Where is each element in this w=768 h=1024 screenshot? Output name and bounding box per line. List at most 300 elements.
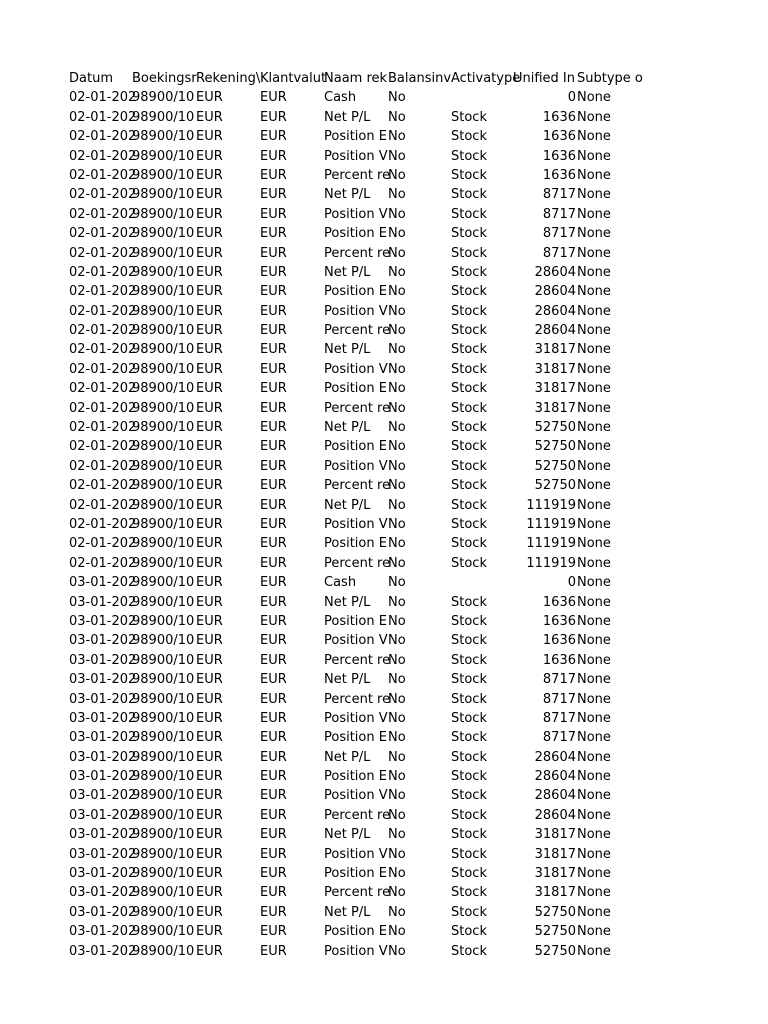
cell-rekening: EUR bbox=[196, 788, 223, 804]
cell-boekingsnummer: 98900/10 bbox=[132, 400, 195, 416]
cell-unified-instrument: 31817 bbox=[534, 400, 576, 416]
cell-subtype: None bbox=[577, 827, 611, 843]
cell-klantvaluta: EUR bbox=[260, 381, 287, 397]
cell-boekingsnummer: 98900/10 bbox=[132, 555, 195, 571]
cell-subtype: None bbox=[577, 594, 611, 610]
cell-naam-rekening: Position E bbox=[324, 613, 387, 629]
cell-subtype: None bbox=[577, 710, 611, 726]
cell-klantvaluta: EUR bbox=[260, 652, 287, 668]
cell-klantvaluta: EUR bbox=[260, 226, 287, 242]
cell-rekening: EUR bbox=[196, 129, 223, 145]
cell-rekening: EUR bbox=[196, 323, 223, 339]
cell-datum: 03-01-202 bbox=[69, 846, 137, 862]
cell-unified-instrument: 1636 bbox=[542, 167, 576, 183]
table-row bbox=[0, 767, 768, 786]
cell-rekening: EUR bbox=[196, 226, 223, 242]
cell-naam-rekening: Percent re bbox=[324, 885, 391, 901]
cell-boekingsnummer: 98900/10 bbox=[132, 904, 195, 920]
cell-unified-instrument: 52750 bbox=[534, 420, 576, 436]
cell-subtype: None bbox=[577, 264, 611, 280]
cell-naam-rekening: Percent re bbox=[324, 167, 391, 183]
cell-activatype: Stock bbox=[451, 381, 487, 397]
cell-subtype: None bbox=[577, 361, 611, 377]
cell-datum: 02-01-202 bbox=[69, 167, 137, 183]
cell-boekingsnummer: 98900/10 bbox=[132, 613, 195, 629]
cell-activatype: Stock bbox=[451, 827, 487, 843]
cell-datum: 03-01-202 bbox=[69, 672, 137, 688]
table-row bbox=[0, 786, 768, 805]
cell-naam-rekening: Position V bbox=[324, 846, 388, 862]
cell-unified-instrument: 52750 bbox=[534, 458, 576, 474]
cell-datum: 03-01-202 bbox=[69, 866, 137, 882]
cell-rekening: EUR bbox=[196, 575, 223, 591]
cell-rekening: EUR bbox=[196, 613, 223, 629]
cell-rekening: EUR bbox=[196, 284, 223, 300]
cell-subtype: None bbox=[577, 303, 611, 319]
cell-klantvaluta: EUR bbox=[260, 807, 287, 823]
cell-boekingsnummer: 98900/10 bbox=[132, 381, 195, 397]
cell-datum: 02-01-202 bbox=[69, 264, 137, 280]
cell-datum: 03-01-202 bbox=[69, 710, 137, 726]
cell-rekening: EUR bbox=[196, 652, 223, 668]
cell-unified-instrument: 31817 bbox=[534, 827, 576, 843]
cell-subtype: None bbox=[577, 400, 611, 416]
cell-klantvaluta: EUR bbox=[260, 846, 287, 862]
cell-klantvaluta: EUR bbox=[260, 245, 287, 261]
cell-naam-rekening: Net P/L bbox=[324, 749, 371, 765]
header-cell-subtype: Subtype o bbox=[577, 71, 643, 86]
cell-naam-rekening: Cash bbox=[324, 90, 357, 106]
cell-klantvaluta: EUR bbox=[260, 323, 287, 339]
cell-balansinvloed: No bbox=[388, 361, 406, 377]
spreadsheet-table bbox=[0, 69, 768, 961]
cell-boekingsnummer: 98900/10 bbox=[132, 710, 195, 726]
cell-rekening: EUR bbox=[196, 206, 223, 222]
cell-klantvaluta: EUR bbox=[260, 904, 287, 920]
cell-naam-rekening: Net P/L bbox=[324, 827, 371, 843]
cell-unified-instrument: 28604 bbox=[534, 749, 576, 765]
cell-balansinvloed: No bbox=[388, 187, 406, 203]
cell-balansinvloed: No bbox=[388, 866, 406, 882]
cell-rekening: EUR bbox=[196, 710, 223, 726]
cell-subtype: None bbox=[577, 458, 611, 474]
cell-naam-rekening: Net P/L bbox=[324, 672, 371, 688]
cell-unified-instrument: 111919 bbox=[526, 516, 576, 532]
cell-subtype: None bbox=[577, 788, 611, 804]
cell-activatype: Stock bbox=[451, 788, 487, 804]
table-row bbox=[0, 340, 768, 359]
cell-balansinvloed: No bbox=[388, 458, 406, 474]
cell-subtype: None bbox=[577, 633, 611, 649]
cell-activatype: Stock bbox=[451, 226, 487, 242]
cell-subtype: None bbox=[577, 769, 611, 785]
table-row bbox=[0, 418, 768, 437]
cell-activatype: Stock bbox=[451, 420, 487, 436]
cell-unified-instrument: 31817 bbox=[534, 381, 576, 397]
cell-naam-rekening: Percent re bbox=[324, 478, 391, 494]
cell-unified-instrument: 111919 bbox=[526, 536, 576, 552]
cell-balansinvloed: No bbox=[388, 924, 406, 940]
cell-datum: 02-01-202 bbox=[69, 109, 137, 125]
cell-boekingsnummer: 98900/10 bbox=[132, 536, 195, 552]
cell-rekening: EUR bbox=[196, 400, 223, 416]
cell-datum: 03-01-202 bbox=[69, 769, 137, 785]
table-row bbox=[0, 360, 768, 379]
cell-boekingsnummer: 98900/10 bbox=[132, 148, 195, 164]
cell-datum: 03-01-202 bbox=[69, 691, 137, 707]
cell-unified-instrument: 52750 bbox=[534, 439, 576, 455]
cell-boekingsnummer: 98900/10 bbox=[132, 807, 195, 823]
cell-balansinvloed: No bbox=[388, 536, 406, 552]
cell-klantvaluta: EUR bbox=[260, 497, 287, 513]
cell-subtype: None bbox=[577, 904, 611, 920]
cell-rekening: EUR bbox=[196, 672, 223, 688]
cell-balansinvloed: No bbox=[388, 148, 406, 164]
cell-naam-rekening: Net P/L bbox=[324, 420, 371, 436]
cell-activatype: Stock bbox=[451, 710, 487, 726]
cell-subtype: None bbox=[577, 691, 611, 707]
cell-naam-rekening: Percent re bbox=[324, 400, 391, 416]
cell-rekening: EUR bbox=[196, 633, 223, 649]
cell-subtype: None bbox=[577, 206, 611, 222]
header-row bbox=[0, 69, 768, 88]
cell-datum: 02-01-202 bbox=[69, 303, 137, 319]
cell-naam-rekening: Net P/L bbox=[324, 187, 371, 203]
cell-naam-rekening: Position V bbox=[324, 303, 388, 319]
table-row bbox=[0, 825, 768, 844]
cell-rekening: EUR bbox=[196, 342, 223, 358]
cell-datum: 02-01-202 bbox=[69, 361, 137, 377]
cell-datum: 03-01-202 bbox=[69, 613, 137, 629]
cell-activatype: Stock bbox=[451, 730, 487, 746]
cell-boekingsnummer: 98900/10 bbox=[132, 167, 195, 183]
cell-unified-instrument: 52750 bbox=[534, 904, 576, 920]
cell-subtype: None bbox=[577, 497, 611, 513]
header-cell-activatype: Activatypе bbox=[451, 71, 521, 86]
cell-klantvaluta: EUR bbox=[260, 303, 287, 319]
cell-balansinvloed: No bbox=[388, 284, 406, 300]
cell-activatype: Stock bbox=[451, 284, 487, 300]
cell-boekingsnummer: 98900/10 bbox=[132, 749, 195, 765]
cell-unified-instrument: 31817 bbox=[534, 361, 576, 377]
cell-subtype: None bbox=[577, 846, 611, 862]
table-row bbox=[0, 244, 768, 263]
cell-boekingsnummer: 98900/10 bbox=[132, 206, 195, 222]
cell-klantvaluta: EUR bbox=[260, 749, 287, 765]
cell-datum: 02-01-202 bbox=[69, 555, 137, 571]
cell-activatype: Stock bbox=[451, 400, 487, 416]
table-row bbox=[0, 942, 768, 961]
table-row bbox=[0, 845, 768, 864]
cell-boekingsnummer: 98900/10 bbox=[132, 769, 195, 785]
cell-activatype: Stock bbox=[451, 633, 487, 649]
cell-naam-rekening: Net P/L bbox=[324, 264, 371, 280]
cell-subtype: None bbox=[577, 167, 611, 183]
cell-datum: 02-01-202 bbox=[69, 206, 137, 222]
cell-activatype: Stock bbox=[451, 148, 487, 164]
table-row bbox=[0, 864, 768, 883]
cell-datum: 02-01-202 bbox=[69, 187, 137, 203]
cell-datum: 03-01-202 bbox=[69, 594, 137, 610]
cell-activatype: Stock bbox=[451, 245, 487, 261]
table-row bbox=[0, 185, 768, 204]
header-cell-klantvaluta: Klantvalut bbox=[260, 71, 327, 86]
cell-subtype: None bbox=[577, 420, 611, 436]
table-row bbox=[0, 166, 768, 185]
cell-balansinvloed: No bbox=[388, 342, 406, 358]
header-cell-balansinvloed: Balansinv bbox=[388, 71, 452, 86]
table-row bbox=[0, 147, 768, 166]
cell-unified-instrument: 28604 bbox=[534, 264, 576, 280]
cell-activatype: Stock bbox=[451, 807, 487, 823]
cell-naam-rekening: Net P/L bbox=[324, 904, 371, 920]
cell-boekingsnummer: 98900/10 bbox=[132, 439, 195, 455]
cell-naam-rekening: Position E bbox=[324, 129, 387, 145]
cell-naam-rekening: Position E bbox=[324, 866, 387, 882]
cell-unified-instrument: 28604 bbox=[534, 284, 576, 300]
cell-activatype: Stock bbox=[451, 129, 487, 145]
cell-unified-instrument: 8717 bbox=[542, 672, 576, 688]
cell-balansinvloed: No bbox=[388, 381, 406, 397]
table-row bbox=[0, 554, 768, 573]
cell-datum: 02-01-202 bbox=[69, 226, 137, 242]
cell-naam-rekening: Net P/L bbox=[324, 342, 371, 358]
cell-activatype: Stock bbox=[451, 904, 487, 920]
cell-boekingsnummer: 98900/10 bbox=[132, 924, 195, 940]
cell-boekingsnummer: 98900/10 bbox=[132, 575, 195, 591]
cell-naam-rekening: Position V bbox=[324, 633, 388, 649]
cell-boekingsnummer: 98900/10 bbox=[132, 361, 195, 377]
cell-naam-rekening: Position V bbox=[324, 788, 388, 804]
cell-subtype: None bbox=[577, 516, 611, 532]
header-cell-rekening: Rekening\ bbox=[196, 71, 261, 86]
cell-naam-rekening: Position V bbox=[324, 458, 388, 474]
cell-datum: 03-01-202 bbox=[69, 943, 137, 959]
cell-subtype: None bbox=[577, 943, 611, 959]
cell-subtype: None bbox=[577, 652, 611, 668]
cell-activatype: Stock bbox=[451, 769, 487, 785]
table-row bbox=[0, 437, 768, 456]
cell-rekening: EUR bbox=[196, 420, 223, 436]
cell-boekingsnummer: 98900/10 bbox=[132, 827, 195, 843]
cell-klantvaluta: EUR bbox=[260, 730, 287, 746]
cell-klantvaluta: EUR bbox=[260, 885, 287, 901]
cell-unified-instrument: 8717 bbox=[542, 206, 576, 222]
table-row bbox=[0, 670, 768, 689]
cell-datum: 02-01-202 bbox=[69, 90, 137, 106]
cell-balansinvloed: No bbox=[388, 594, 406, 610]
cell-balansinvloed: No bbox=[388, 730, 406, 746]
cell-boekingsnummer: 98900/10 bbox=[132, 594, 195, 610]
cell-balansinvloed: No bbox=[388, 109, 406, 125]
cell-boekingsnummer: 98900/10 bbox=[132, 943, 195, 959]
table-row bbox=[0, 883, 768, 902]
cell-datum: 02-01-202 bbox=[69, 478, 137, 494]
cell-activatype: Stock bbox=[451, 303, 487, 319]
table-row bbox=[0, 282, 768, 301]
cell-klantvaluta: EUR bbox=[260, 167, 287, 183]
cell-unified-instrument: 28604 bbox=[534, 769, 576, 785]
cell-subtype: None bbox=[577, 109, 611, 125]
cell-boekingsnummer: 98900/10 bbox=[132, 458, 195, 474]
cell-activatype: Stock bbox=[451, 613, 487, 629]
cell-datum: 03-01-202 bbox=[69, 904, 137, 920]
cell-datum: 02-01-202 bbox=[69, 536, 137, 552]
cell-balansinvloed: No bbox=[388, 90, 406, 106]
cell-datum: 02-01-202 bbox=[69, 420, 137, 436]
cell-klantvaluta: EUR bbox=[260, 264, 287, 280]
cell-datum: 03-01-202 bbox=[69, 633, 137, 649]
cell-rekening: EUR bbox=[196, 478, 223, 494]
cell-rekening: EUR bbox=[196, 749, 223, 765]
table-row bbox=[0, 457, 768, 476]
cell-naam-rekening: Position E bbox=[324, 730, 387, 746]
cell-subtype: None bbox=[577, 187, 611, 203]
cell-boekingsnummer: 98900/10 bbox=[132, 226, 195, 242]
table-row bbox=[0, 399, 768, 418]
cell-unified-instrument: 52750 bbox=[534, 478, 576, 494]
cell-datum: 02-01-202 bbox=[69, 458, 137, 474]
cell-unified-instrument: 0 bbox=[567, 575, 576, 591]
cell-balansinvloed: No bbox=[388, 400, 406, 416]
cell-naam-rekening: Percent re bbox=[324, 245, 391, 261]
cell-boekingsnummer: 98900/10 bbox=[132, 846, 195, 862]
cell-activatype bbox=[451, 88, 513, 107]
cell-unified-instrument: 1636 bbox=[542, 633, 576, 649]
cell-klantvaluta: EUR bbox=[260, 439, 287, 455]
cell-klantvaluta: EUR bbox=[260, 691, 287, 707]
cell-balansinvloed: No bbox=[388, 555, 406, 571]
cell-klantvaluta: EUR bbox=[260, 361, 287, 377]
cell-activatype: Stock bbox=[451, 497, 487, 513]
cell-balansinvloed: No bbox=[388, 206, 406, 222]
cell-naam-rekening: Position V bbox=[324, 516, 388, 532]
cell-boekingsnummer: 98900/10 bbox=[132, 672, 195, 688]
cell-balansinvloed: No bbox=[388, 575, 406, 591]
cell-balansinvloed: No bbox=[388, 323, 406, 339]
cell-rekening: EUR bbox=[196, 827, 223, 843]
cell-boekingsnummer: 98900/10 bbox=[132, 652, 195, 668]
header-cell-unified-instrument: Unified In bbox=[513, 71, 576, 86]
cell-balansinvloed: No bbox=[388, 245, 406, 261]
cell-subtype: None bbox=[577, 439, 611, 455]
cell-datum: 03-01-202 bbox=[69, 827, 137, 843]
cell-unified-instrument: 111919 bbox=[526, 497, 576, 513]
cell-klantvaluta: EUR bbox=[260, 575, 287, 591]
cell-klantvaluta: EUR bbox=[260, 536, 287, 552]
cell-rekening: EUR bbox=[196, 885, 223, 901]
cell-activatype: Stock bbox=[451, 187, 487, 203]
cell-klantvaluta: EUR bbox=[260, 769, 287, 785]
cell-balansinvloed: No bbox=[388, 167, 406, 183]
cell-activatype: Stock bbox=[451, 749, 487, 765]
cell-datum: 03-01-202 bbox=[69, 807, 137, 823]
cell-naam-rekening: Percent re bbox=[324, 555, 391, 571]
cell-naam-rekening: Position V bbox=[324, 361, 388, 377]
cell-activatype: Stock bbox=[451, 943, 487, 959]
cell-activatype: Stock bbox=[451, 167, 487, 183]
cell-rekening: EUR bbox=[196, 148, 223, 164]
cell-unified-instrument: 1636 bbox=[542, 148, 576, 164]
cell-activatype: Stock bbox=[451, 846, 487, 862]
cell-activatype: Stock bbox=[451, 672, 487, 688]
cell-boekingsnummer: 98900/10 bbox=[132, 866, 195, 882]
cell-balansinvloed: No bbox=[388, 264, 406, 280]
cell-subtype: None bbox=[577, 245, 611, 261]
cell-subtype: None bbox=[577, 90, 611, 106]
cell-rekening: EUR bbox=[196, 90, 223, 106]
cell-balansinvloed: No bbox=[388, 885, 406, 901]
cell-boekingsnummer: 98900/10 bbox=[132, 691, 195, 707]
cell-naam-rekening: Percent re bbox=[324, 652, 391, 668]
cell-balansinvloed: No bbox=[388, 439, 406, 455]
cell-klantvaluta: EUR bbox=[260, 672, 287, 688]
header-cell-datum: Datum bbox=[69, 71, 113, 86]
cell-klantvaluta: EUR bbox=[260, 342, 287, 358]
cell-unified-instrument: 31817 bbox=[534, 866, 576, 882]
cell-activatype: Stock bbox=[451, 264, 487, 280]
cell-balansinvloed: No bbox=[388, 497, 406, 513]
cell-unified-instrument: 31817 bbox=[534, 846, 576, 862]
cell-rekening: EUR bbox=[196, 245, 223, 261]
cell-subtype: None bbox=[577, 885, 611, 901]
cell-balansinvloed: No bbox=[388, 827, 406, 843]
cell-naam-rekening: Percent re bbox=[324, 807, 391, 823]
cell-balansinvloed: No bbox=[388, 478, 406, 494]
cell-rekening: EUR bbox=[196, 264, 223, 280]
cell-balansinvloed: No bbox=[388, 226, 406, 242]
cell-activatype: Stock bbox=[451, 439, 487, 455]
cell-activatype: Stock bbox=[451, 866, 487, 882]
cell-rekening: EUR bbox=[196, 924, 223, 940]
cell-subtype: None bbox=[577, 323, 611, 339]
cell-klantvaluta: EUR bbox=[260, 400, 287, 416]
cell-rekening: EUR bbox=[196, 904, 223, 920]
cell-balansinvloed: No bbox=[388, 691, 406, 707]
cell-activatype: Stock bbox=[451, 594, 487, 610]
cell-klantvaluta: EUR bbox=[260, 594, 287, 610]
cell-activatype: Stock bbox=[451, 691, 487, 707]
cell-rekening: EUR bbox=[196, 769, 223, 785]
cell-boekingsnummer: 98900/10 bbox=[132, 885, 195, 901]
table-row bbox=[0, 728, 768, 747]
cell-unified-instrument: 31817 bbox=[534, 342, 576, 358]
cell-subtype: None bbox=[577, 478, 611, 494]
table-row bbox=[0, 476, 768, 495]
cell-datum: 02-01-202 bbox=[69, 439, 137, 455]
cell-balansinvloed: No bbox=[388, 710, 406, 726]
cell-boekingsnummer: 98900/10 bbox=[132, 478, 195, 494]
cell-activatype: Stock bbox=[451, 323, 487, 339]
cell-boekingsnummer: 98900/10 bbox=[132, 187, 195, 203]
cell-subtype: None bbox=[577, 807, 611, 823]
cell-datum: 02-01-202 bbox=[69, 323, 137, 339]
cell-unified-instrument: 8717 bbox=[542, 226, 576, 242]
table-row bbox=[0, 573, 768, 592]
cell-datum: 03-01-202 bbox=[69, 749, 137, 765]
cell-rekening: EUR bbox=[196, 187, 223, 203]
cell-unified-instrument: 111919 bbox=[526, 555, 576, 571]
table-row bbox=[0, 302, 768, 321]
table-row bbox=[0, 690, 768, 709]
cell-datum: 02-01-202 bbox=[69, 342, 137, 358]
cell-subtype: None bbox=[577, 284, 611, 300]
cell-klantvaluta: EUR bbox=[260, 129, 287, 145]
cell-datum: 03-01-202 bbox=[69, 885, 137, 901]
cell-unified-instrument: 1636 bbox=[542, 613, 576, 629]
cell-boekingsnummer: 98900/10 bbox=[132, 633, 195, 649]
cell-subtype: None bbox=[577, 381, 611, 397]
